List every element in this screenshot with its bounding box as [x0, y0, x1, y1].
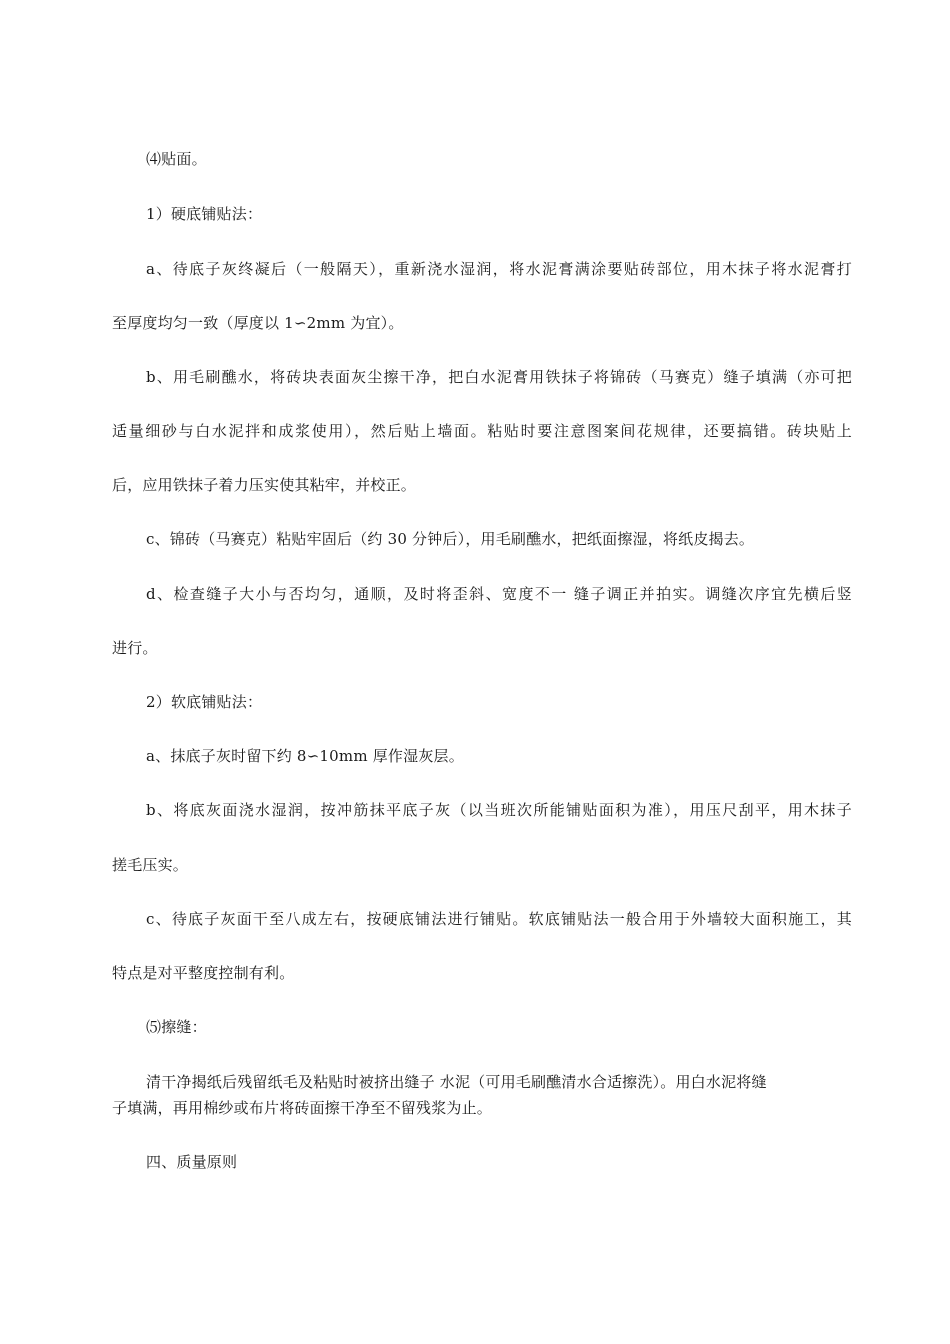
paragraph-line: b、用毛刷醮水，将砖块表面灰尘擦干净，把白水泥膏用铁抹子将锦砖（马赛克）缝子填满（亦可把 — [146, 368, 852, 386]
paragraph-line: b、将底灰面浇水湿润，按冲筋抹平底子灰（以当班次所能铺贴面积为准），用压尺刮平，用木抹子 — [146, 801, 852, 819]
paragraph-line: a、待底子灰终凝后（一般隔天），重新浇水湿润，将水泥膏满涂要贴砖部位，用木抹子将水泥膏打 — [146, 260, 852, 278]
paragraph-line: 清干净揭纸后残留纸毛及粘贴时被挤出缝子 水泥（可用毛刷醮清水合适擦洗）。用白水泥将缝 — [146, 1073, 767, 1091]
subheading-hard-base: 1）硬底铺贴法： — [146, 205, 263, 223]
heading-joint-wiping: ⑸擦缝： — [146, 1018, 207, 1036]
paragraph-line: 子填满，再用棉纱或布片将砖面擦干净至不留残浆为止。 — [112, 1099, 493, 1117]
paragraph-line: a、抹底子灰时留下约 8∽10mm 厚作湿灰层。 — [146, 747, 464, 765]
paragraph-line: 适量细砂与白水泥拌和成浆使用），然后贴上墙面。粘贴时要注意图案间花规律，还要搞错。砖块贴上 — [112, 422, 852, 440]
section-heading-quality: 四、质量原则 — [146, 1153, 238, 1171]
paragraph-line: d、检查缝子大小与否均匀，通顺，及时将歪斜、宽度不一 缝子调正并拍实。调缝次序宜先横后竖 — [146, 585, 852, 603]
paragraph-line: 进行。 — [112, 639, 158, 657]
paragraph-line: c、待底子灰面干至八成左右，按硬底铺法进行铺贴。软底铺贴法一般合用于外墙较大面积施工，其 — [146, 910, 852, 928]
paragraph-line: 至厚度均匀一致（厚度以 1∽2mm 为宜）。 — [112, 314, 404, 332]
heading-tiling: ⑷贴面。 — [146, 150, 207, 168]
paragraph-line: 特点是对平整度控制有利。 — [112, 964, 295, 982]
paragraph-line: 后，应用铁抹子着力压实使其粘牢，并校正。 — [112, 476, 417, 494]
paragraph-line: 搓毛压实。 — [112, 856, 189, 874]
paragraph-line: c、锦砖（马赛克）粘贴牢固后（约 30 分钟后），用毛刷醮水，把纸面擦湿，将纸皮揭去。 — [146, 530, 755, 548]
subheading-soft-base: 2）软底铺贴法： — [146, 693, 263, 711]
